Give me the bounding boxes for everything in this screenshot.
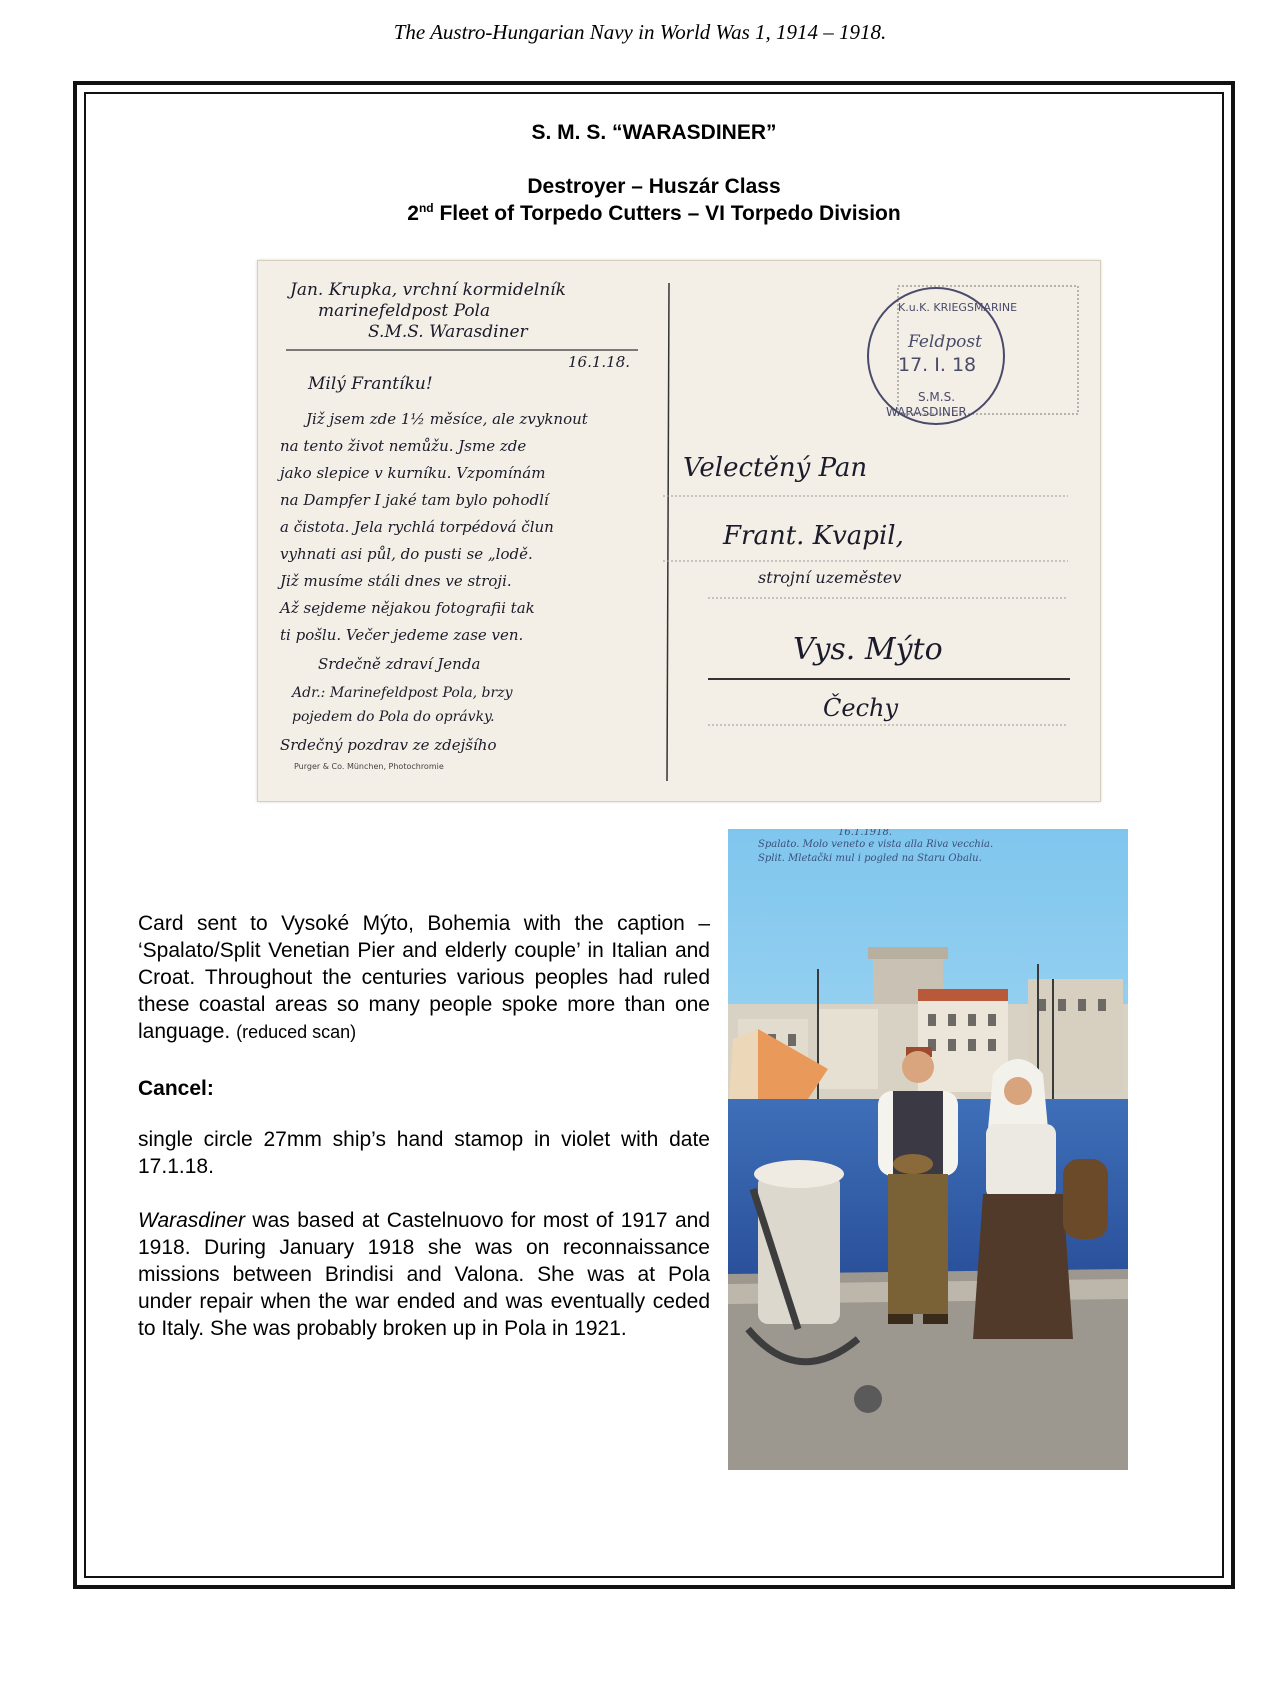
fleet-ordinal-suffix: nd bbox=[418, 201, 434, 215]
cancel-description: single circle 27mm ship’s hand stamop in violet with date 17.1.18. bbox=[138, 1128, 710, 1178]
photo-caption-croatian: Split. Mletački mul i pogled na Staru Obalu. bbox=[758, 853, 982, 864]
printer-imprint: Purger & Co. München, Photochromie bbox=[294, 762, 444, 771]
ship-cancel-stamp bbox=[868, 288, 1017, 424]
message-line-7: vyhnati asi půl, do pusti se „lodě. bbox=[280, 545, 533, 563]
message-line-10: ti pošlu. Večer jedeme zase ven. bbox=[280, 626, 524, 644]
stamp-date: 17. I. 18 bbox=[898, 354, 977, 376]
stamp-top-text: K.u.K. KRIEGSMARINE bbox=[898, 301, 1018, 314]
page-header: The Austro-Hungarian Navy in World Was 1, 1914 – 1918. bbox=[393, 20, 887, 44]
fleet-description: Fleet of Torpedo Cutters – VI Torpedo Division bbox=[433, 202, 901, 225]
history-text: was based at Castelnuovo for most of 1917 and 1918. During January 1918 she was on reconnaissance missions between Brindisi and Valona. She was at Pola under repair when the war ended and was eventually ceded to Italy. She was probably broken up in Pola in 1921. bbox=[138, 1209, 710, 1340]
ship-name: S. M. S. “WARASDINER” bbox=[531, 121, 777, 144]
postcard-front-photo bbox=[728, 829, 1128, 1470]
message-line-14: Srdečný pozdrav ze zdejšího bbox=[280, 736, 497, 754]
description-text: Card sent to Vysoké Mýto, Bohemia with the caption – ‘Spalato/Split Venetian Pier and elderly couple’ in Italian and Croat. Throughout the centuries various peoples had ruled these coastal areas so many people spoke more than one language. bbox=[138, 912, 710, 1043]
sender-line-1: Jan. Krupka, vrchní kormidelník bbox=[290, 280, 566, 300]
ship-name-italic: Warasdiner bbox=[138, 1209, 245, 1232]
stamp-feldpost: Feldpost bbox=[908, 332, 982, 352]
scan-note: (reduced scan) bbox=[236, 1022, 357, 1042]
message-line-12: Adr.: Marinefeldpost Pola, brzy bbox=[292, 685, 513, 701]
fleet-ordinal: 2 bbox=[407, 202, 419, 225]
sender-line-3: S.M.S. Warasdiner bbox=[368, 322, 528, 342]
message-line-2: Již jsem zde 1½ měsíce, ale zvyknout bbox=[306, 410, 588, 428]
stamp-sms: S.M.S. bbox=[918, 390, 956, 404]
address-line-3: strojní uzeměstev bbox=[758, 568, 902, 587]
address-line-4: Vys. Mýto bbox=[793, 632, 943, 667]
fleet-line bbox=[84, 201, 1224, 226]
address-line-1: Velectěný Pan bbox=[683, 453, 868, 483]
address-line-5: Čechy bbox=[823, 694, 899, 722]
letter-date: 16.1.18. bbox=[568, 353, 631, 371]
photo-caption-italian: Spalato. Molo veneto e vista alla Riva vecchia. bbox=[758, 839, 994, 850]
message-line-8: Již musíme stáli dnes ve stroji. bbox=[280, 572, 512, 590]
cancel-heading: Cancel: bbox=[138, 1077, 214, 1100]
message-line-9: Až sejdeme nějakou fotografii tak bbox=[280, 599, 535, 617]
card-description bbox=[138, 910, 710, 1046]
sender-line-2: marinefeldpost Pola bbox=[318, 301, 491, 321]
message-line-3: na tento život nemůžu. Jsme zde bbox=[280, 437, 527, 455]
message-line-13: pojedem do Pola do oprávky. bbox=[292, 709, 495, 725]
photo-date-handwritten: 16.1.1918. bbox=[838, 829, 893, 838]
ship-class: Destroyer – Huszár Class bbox=[527, 175, 781, 198]
postcard-front-drawing bbox=[728, 829, 1128, 1470]
message-line-1: Milý Frantíku! bbox=[308, 374, 433, 394]
postcard-back-drawing bbox=[258, 261, 1100, 801]
message-line-4: jako slepice v kurníku. Vzpomínám bbox=[280, 464, 546, 482]
address-line-2: Frant. Kvapil, bbox=[723, 521, 904, 551]
message-line-11: Srdečně zdraví Jenda bbox=[318, 655, 481, 673]
stamp-ship: WARASDINER bbox=[886, 405, 967, 419]
ship-history bbox=[138, 1207, 710, 1342]
message-line-5: na Dampfer I jaké tam bylo pohodlí bbox=[280, 491, 549, 509]
message-line-6: a čistota. Jela rychlá torpédová člun bbox=[280, 518, 554, 536]
postcard-back-image bbox=[257, 260, 1101, 802]
